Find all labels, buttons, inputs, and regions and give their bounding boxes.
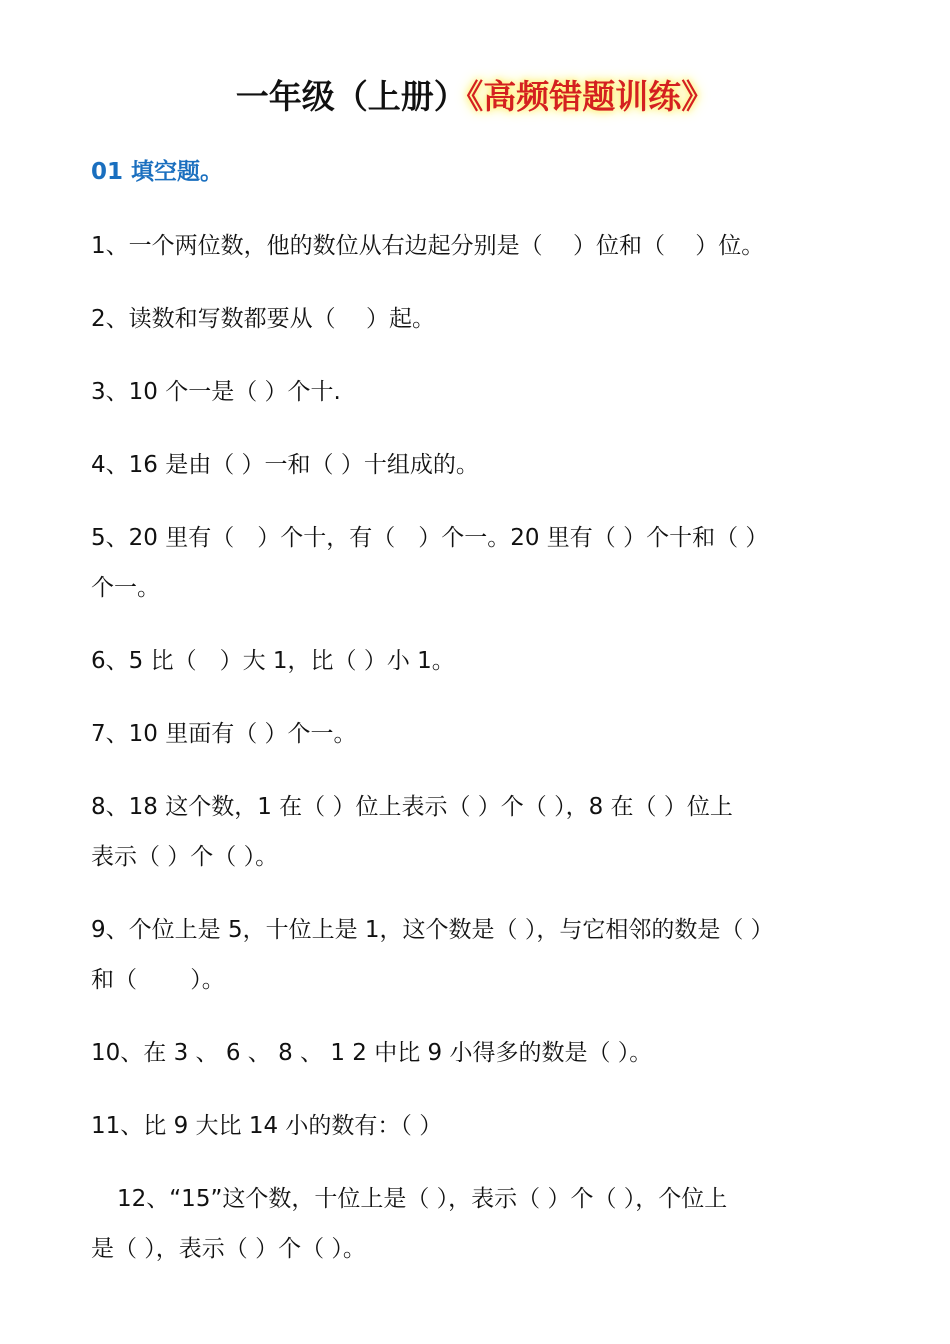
question-text: 10、在 3 、 6 、 8 、 1 2 中比 9 小得多的数是（ ）。	[91, 1040, 653, 1066]
question-list	[91, 221, 886, 1297]
question-10	[91, 1028, 886, 1078]
question-text-continued: 个一。	[91, 575, 160, 601]
question-7	[91, 709, 886, 759]
title-highlight: 《高频错题训练》	[466, 77, 715, 116]
page-title	[0, 72, 950, 122]
question-12	[91, 1174, 886, 1274]
question-4	[91, 440, 886, 490]
question-3	[91, 367, 886, 417]
question-text-continued: 是（ ），表示（ ）个（ ）。	[91, 1236, 366, 1262]
question-text: 11、比 9 大比 14 小的数有：（ ）	[91, 1113, 443, 1139]
question-5	[91, 513, 886, 613]
question-9	[91, 905, 886, 1005]
question-text: 9、个位上是 5，十位上是 1，这个数是（ ），与它相邻的数是（ ）	[91, 917, 774, 943]
question-text: 2、读数和写数都要从（ ）起。	[91, 306, 435, 332]
question-text: 12、“15”这个数，十位上是（ ），表示（ ）个（ ），个位上	[117, 1186, 728, 1212]
question-text: 7、10 里面有（ ）个一。	[91, 721, 357, 747]
section-heading: 01 填空题。	[91, 159, 224, 185]
question-6	[91, 636, 886, 686]
question-text: 4、16 是由（ ）一和（ ）十组成的。	[91, 452, 479, 478]
question-text-continued: 和（ ）。	[91, 967, 225, 993]
question-text: 1、一个两位数，他的数位从右边起分别是（ ）位和（ ）位。	[91, 233, 765, 259]
question-text: 6、5 比（ ）大 1，比（ ）小 1。	[91, 648, 455, 674]
question-text: 8、18 这个数，1 在（ ）位上表示（ ）个（ ），8 在（ ）位上	[91, 794, 733, 820]
question-2	[91, 294, 886, 344]
question-8	[91, 782, 886, 882]
title-grade: 一年级（上册）	[235, 77, 467, 116]
question-text-continued: 表示（ ）个（ ）。	[91, 844, 279, 870]
question-11	[91, 1101, 886, 1151]
question-text: 5、20 里有（ ）个十，有（ ）个一。20 里有（ ）个十和（ ）	[91, 525, 769, 551]
question-1	[91, 221, 886, 271]
question-text: 3、10 个一是（ ）个十.	[91, 379, 341, 405]
